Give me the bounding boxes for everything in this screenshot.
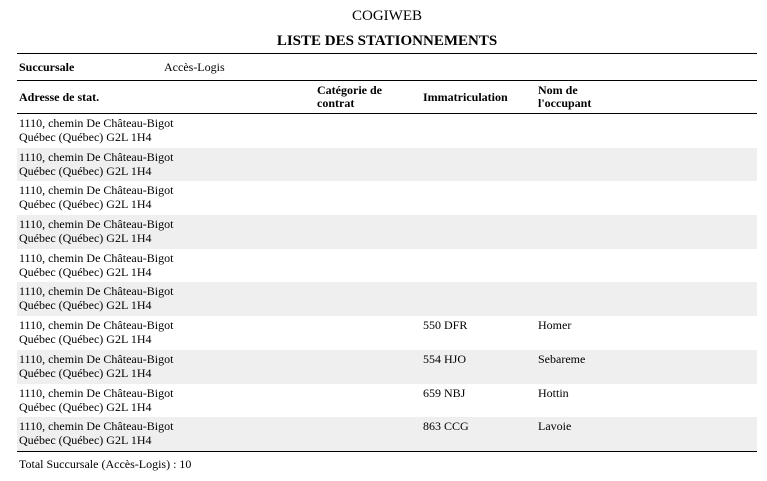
address-line-street: 1110, chemin De Château-Bigot: [19, 318, 174, 333]
address-line-city: Québec (Québec) G2L 1H4: [19, 399, 152, 414]
address-cell: [17, 249, 317, 283]
occupant-cell: Sebareme: [538, 351, 586, 366]
category-cell: [317, 316, 423, 350]
branch-label: Succursale: [19, 59, 75, 74]
table-bottom-rule: [17, 451, 757, 452]
address-line-city: Québec (Québec) G2L 1H4: [19, 231, 152, 246]
address-line-street: 1110, chemin De Château-Bigot: [19, 149, 174, 164]
address-cell: [17, 384, 317, 418]
table-row: [17, 417, 757, 451]
plate-cell: [423, 181, 538, 215]
category-cell: [317, 384, 423, 418]
address-line-city: Québec (Québec) G2L 1H4: [19, 365, 152, 380]
table-row: [17, 148, 757, 182]
address-line-city: Québec (Québec) G2L 1H4: [19, 298, 152, 313]
table-row: [17, 215, 757, 249]
column-header-category-line2: contrat: [317, 96, 355, 110]
category-cell: [317, 350, 423, 384]
address-line-city: Québec (Québec) G2L 1H4: [19, 332, 152, 347]
branch-total: Total Succursale (Accès-Logis) : 10: [19, 456, 192, 471]
plate-cell: [423, 148, 538, 182]
table-row: [17, 181, 757, 215]
column-header-category: [317, 84, 423, 110]
category-cell: [317, 114, 423, 148]
column-header-category-line1: Catégorie de: [317, 83, 382, 97]
branch-row: [17, 54, 757, 80]
column-header-address: Adresse de stat.: [19, 89, 100, 104]
table-row: [17, 384, 757, 418]
address-cell: [17, 316, 317, 350]
address-cell: [17, 215, 317, 249]
occupant-cell: Homer: [538, 318, 572, 333]
address-line-city: Québec (Québec) G2L 1H4: [19, 264, 152, 279]
occupant-cell: [538, 282, 757, 316]
occupant-cell: Lavoie: [538, 419, 572, 434]
plate-cell: 659 NBJ: [423, 385, 466, 400]
category-cell: [317, 181, 423, 215]
address-cell: [17, 148, 317, 182]
address-line-street: 1110, chemin De Château-Bigot: [19, 116, 174, 130]
column-header-occupant: [538, 84, 757, 110]
category-cell: [317, 282, 423, 316]
address-line-city: Québec (Québec) G2L 1H4: [19, 163, 152, 178]
table-row: [17, 316, 757, 350]
occupant-cell: [538, 249, 757, 283]
address-line-street: 1110, chemin De Château-Bigot: [19, 385, 174, 400]
plate-cell: [423, 114, 538, 148]
table-body: [17, 114, 757, 451]
address-cell: [17, 181, 317, 215]
column-header-occupant-line1: Nom de: [538, 83, 578, 97]
address-line-city: Québec (Québec) G2L 1H4: [19, 433, 152, 448]
table-row: [17, 249, 757, 283]
address-line-street: 1110, chemin De Château-Bigot: [19, 217, 174, 232]
branch-value: Accès-Logis: [164, 59, 225, 74]
occupant-cell: Hottin: [538, 385, 569, 400]
plate-cell: 550 DFR: [423, 318, 468, 333]
category-cell: [317, 417, 423, 451]
address-line-city: Québec (Québec) G2L 1H4: [19, 197, 152, 212]
occupant-cell: [538, 148, 757, 182]
plate-cell: [423, 215, 538, 249]
address-line-street: 1110, chemin De Château-Bigot: [19, 351, 174, 366]
address-line-street: 1110, chemin De Château-Bigot: [19, 284, 174, 299]
table-header: [17, 80, 757, 114]
address-cell: [17, 114, 317, 148]
address-line-street: 1110, chemin De Château-Bigot: [19, 183, 174, 198]
category-cell: [317, 249, 423, 283]
address-line-city: Québec (Québec) G2L 1H4: [19, 130, 152, 144]
occupant-cell: [538, 215, 757, 249]
address-cell: [17, 282, 317, 316]
address-line-street: 1110, chemin De Château-Bigot: [19, 250, 174, 265]
plate-cell: [423, 282, 538, 316]
table-row: [17, 350, 757, 384]
column-header-occupant-line2: l'occupant: [538, 96, 592, 110]
occupant-cell: [538, 114, 757, 148]
company-name: COGIWEB: [352, 8, 422, 24]
category-cell: [317, 215, 423, 249]
category-cell: [317, 148, 423, 182]
plate-cell: 863 CCG: [423, 419, 469, 434]
parking-report: [17, 0, 757, 472]
plate-cell: 554 HJO: [423, 351, 467, 366]
address-line-street: 1110, chemin De Château-Bigot: [19, 419, 174, 434]
occupant-cell: [538, 181, 757, 215]
address-cell: [17, 417, 317, 451]
table-row: [17, 282, 757, 316]
address-cell: [17, 350, 317, 384]
report-title: LISTE DES STATIONNEMENTS: [276, 33, 498, 49]
table-row: [17, 114, 757, 148]
column-header-plate: Immatriculation: [423, 89, 508, 104]
plate-cell: [423, 249, 538, 283]
